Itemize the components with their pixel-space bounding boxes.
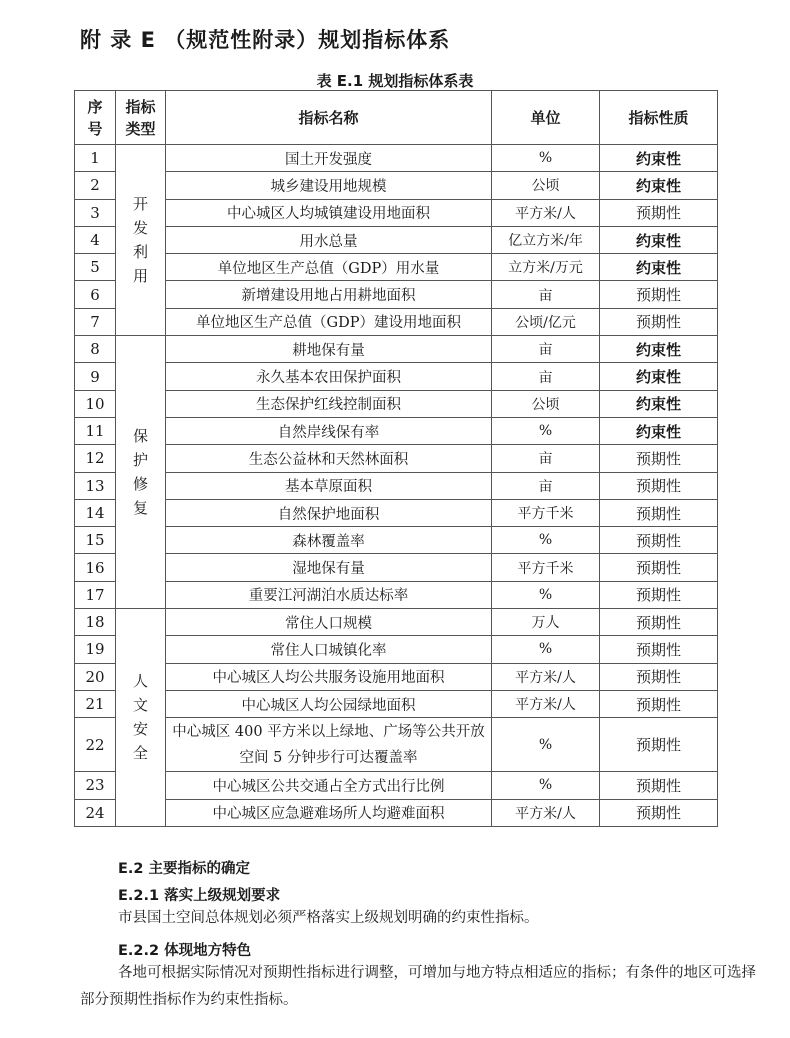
indicator-nature: 预期性 <box>600 636 718 663</box>
row-number: 7 <box>75 308 116 335</box>
indicator-unit: 立方米/万元 <box>492 254 600 281</box>
row-number: 11 <box>75 417 116 444</box>
indicator-nature: 约束性 <box>600 417 718 444</box>
table-row <box>75 472 718 499</box>
section-e2-heading: E.2 主要指标的确定 <box>118 861 251 877</box>
table-row <box>75 799 718 826</box>
indicator-nature: 预期性 <box>600 554 718 581</box>
indicator-name: 国土开发强度 <box>166 145 492 172</box>
indicator-type: 人文安全 <box>116 609 166 827</box>
indicator-name: 生态保护红线控制面积 <box>166 390 492 417</box>
table-row <box>75 172 718 199</box>
section-e22-text: 各地可根据实际情况对预期性指标进行调整，可增加与地方特点相适应的指标；有条件的地区可选择部分预期性指标作为约束性指标。 <box>80 965 756 1008</box>
row-number: 13 <box>75 472 116 499</box>
header-no: 序号 <box>75 91 116 145</box>
row-number: 24 <box>75 799 116 826</box>
row-number: 3 <box>75 199 116 226</box>
table-body <box>75 145 718 827</box>
indicator-unit: 亩 <box>492 472 600 499</box>
indicator-nature: 约束性 <box>600 254 718 281</box>
table-row <box>75 718 718 772</box>
row-number: 2 <box>75 172 116 199</box>
indicator-nature: 预期性 <box>600 499 718 526</box>
indicator-name: 永久基本农田保护面积 <box>166 363 492 390</box>
indicator-name: 重要江河湖泊水质达标率 <box>166 581 492 608</box>
row-number: 17 <box>75 581 116 608</box>
indicator-name: 自然保护地面积 <box>166 499 492 526</box>
indicator-nature: 预期性 <box>600 799 718 826</box>
section-e21-heading: E.2.1 落实上级规划要求 <box>118 888 281 904</box>
indicator-nature: 约束性 <box>600 363 718 390</box>
row-number: 22 <box>75 718 116 772</box>
table-row <box>75 390 718 417</box>
indicator-name: 用水总量 <box>166 226 492 253</box>
header-name: 指标名称 <box>166 91 492 145</box>
indicator-name: 常住人口城镇化率 <box>166 636 492 663</box>
indicator-nature: 预期性 <box>600 527 718 554</box>
row-number: 6 <box>75 281 116 308</box>
indicator-nature: 预期性 <box>600 445 718 472</box>
appendix-title: 附 录 E （规范性附录）规划指标体系 <box>80 28 451 52</box>
table-row <box>75 527 718 554</box>
header-type: 指标类型 <box>116 91 166 145</box>
table-row <box>75 636 718 663</box>
indicator-name: 自然岸线保有率 <box>166 417 492 444</box>
indicator-name: 单位地区生产总值（GDP）用水量 <box>166 254 492 281</box>
row-number: 18 <box>75 609 116 636</box>
row-number: 10 <box>75 390 116 417</box>
row-number: 15 <box>75 527 116 554</box>
table-row <box>75 336 718 363</box>
table-header-row <box>75 91 718 145</box>
table-row <box>75 581 718 608</box>
table-row <box>75 226 718 253</box>
row-number: 12 <box>75 445 116 472</box>
row-number: 4 <box>75 226 116 253</box>
table-row <box>75 145 718 172</box>
indicator-unit: 平方千米 <box>492 499 600 526</box>
indicator-unit: 亩 <box>492 363 600 390</box>
section-e21-text: 市县国土空间总体规划必须严格落实上级规划明确的约束性指标。 <box>118 910 539 926</box>
indicator-nature: 约束性 <box>600 226 718 253</box>
indicator-type: 开发利用 <box>116 145 166 336</box>
row-number: 14 <box>75 499 116 526</box>
indicator-unit: 公顷 <box>492 390 600 417</box>
indicator-name: 中心城区人均公共服务设施用地面积 <box>166 663 492 690</box>
indicator-nature: 预期性 <box>600 663 718 690</box>
row-number: 19 <box>75 636 116 663</box>
indicator-nature: 预期性 <box>600 472 718 499</box>
indicator-name: 耕地保有量 <box>166 336 492 363</box>
section-e22-heading: E.2.2 体现地方特色 <box>118 943 252 959</box>
indicator-table <box>74 90 718 827</box>
indicator-name: 中心城区人均城镇建设用地面积 <box>166 199 492 226</box>
indicator-unit: % <box>492 772 600 799</box>
indicator-name: 基本草原面积 <box>166 472 492 499</box>
row-number: 8 <box>75 336 116 363</box>
indicator-name: 中心城区人均公园绿地面积 <box>166 690 492 717</box>
indicator-unit: % <box>492 145 600 172</box>
indicator-nature: 预期性 <box>600 609 718 636</box>
header-unit: 单位 <box>492 91 600 145</box>
indicator-nature: 预期性 <box>600 281 718 308</box>
indicator-unit: 平方米/人 <box>492 663 600 690</box>
indicator-unit: 亩 <box>492 336 600 363</box>
table-row <box>75 417 718 444</box>
indicator-nature: 预期性 <box>600 690 718 717</box>
table-row <box>75 499 718 526</box>
row-number: 20 <box>75 663 116 690</box>
indicator-name: 湿地保有量 <box>166 554 492 581</box>
table-caption: 表 E.1 规划指标体系表 <box>316 72 474 90</box>
indicator-name: 生态公益林和天然林面积 <box>166 445 492 472</box>
indicator-name: 中心城区应急避难场所人均避难面积 <box>166 799 492 826</box>
table-row <box>75 690 718 717</box>
indicator-nature: 约束性 <box>600 172 718 199</box>
indicator-unit: % <box>492 581 600 608</box>
indicator-unit: 平方千米 <box>492 554 600 581</box>
indicator-name: 森林覆盖率 <box>166 527 492 554</box>
row-number: 1 <box>75 145 116 172</box>
indicator-nature: 预期性 <box>600 581 718 608</box>
row-number: 16 <box>75 554 116 581</box>
indicator-name: 中心城区 400 平方米以上绿地、广场等公共开放空间 5 分钟步行可达覆盖率 <box>166 718 492 772</box>
table-row <box>75 554 718 581</box>
indicator-name: 常住人口规模 <box>166 609 492 636</box>
table-row <box>75 663 718 690</box>
indicator-unit: 亩 <box>492 445 600 472</box>
indicator-name: 中心城区公共交通占全方式出行比例 <box>166 772 492 799</box>
table-row <box>75 254 718 281</box>
row-number: 5 <box>75 254 116 281</box>
table-row <box>75 199 718 226</box>
indicator-nature: 预期性 <box>600 772 718 799</box>
indicator-unit: 平方米/人 <box>492 799 600 826</box>
indicator-nature: 约束性 <box>600 390 718 417</box>
indicator-nature: 预期性 <box>600 308 718 335</box>
indicator-name: 城乡建设用地规模 <box>166 172 492 199</box>
table-row <box>75 308 718 335</box>
table-row <box>75 609 718 636</box>
indicator-name: 新增建设用地占用耕地面积 <box>166 281 492 308</box>
indicator-unit: 亩 <box>492 281 600 308</box>
indicator-unit: 公顷/亿元 <box>492 308 600 335</box>
indicator-unit: % <box>492 636 600 663</box>
indicator-unit: % <box>492 527 600 554</box>
indicator-unit: % <box>492 718 600 772</box>
indicator-unit: 亿立方米/年 <box>492 226 600 253</box>
row-number: 21 <box>75 690 116 717</box>
row-number: 23 <box>75 772 116 799</box>
row-number: 9 <box>75 363 116 390</box>
table-row <box>75 772 718 799</box>
indicator-unit: 公顷 <box>492 172 600 199</box>
table-row <box>75 445 718 472</box>
table-row <box>75 281 718 308</box>
indicator-nature: 约束性 <box>600 145 718 172</box>
indicator-nature: 约束性 <box>600 336 718 363</box>
indicator-name: 单位地区生产总值（GDP）建设用地面积 <box>166 308 492 335</box>
table-row <box>75 363 718 390</box>
indicator-unit: 平方米/人 <box>492 690 600 717</box>
indicator-nature: 预期性 <box>600 199 718 226</box>
header-nature: 指标性质 <box>600 91 718 145</box>
indicator-nature: 预期性 <box>600 718 718 772</box>
indicator-unit: 万人 <box>492 609 600 636</box>
indicator-unit: % <box>492 417 600 444</box>
indicator-type: 保护修复 <box>116 336 166 609</box>
indicator-unit: 平方米/人 <box>492 199 600 226</box>
